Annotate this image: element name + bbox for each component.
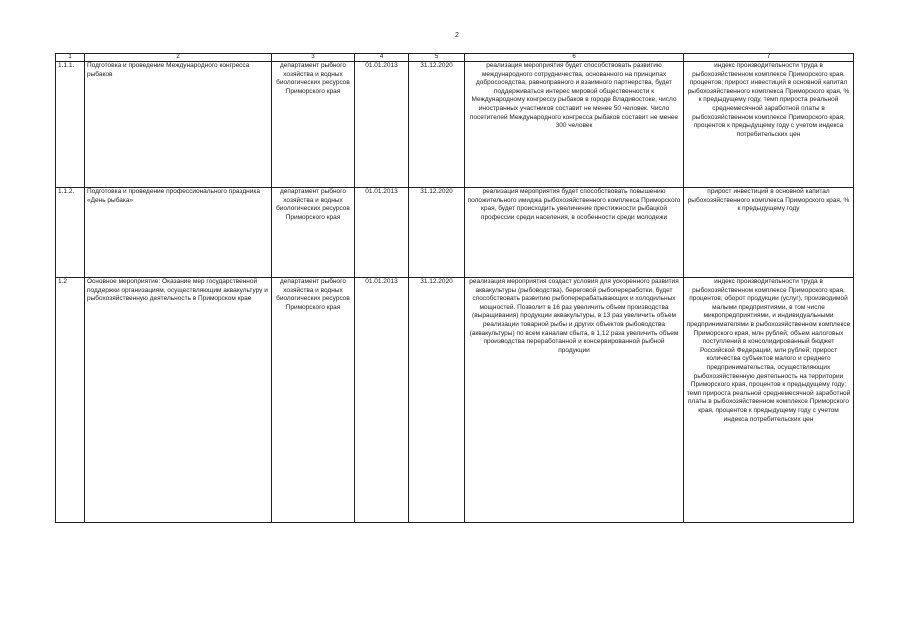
activity-name: Подготовка и проведение профессионального праздника «День рыбака» xyxy=(85,188,272,278)
expected-result: реализация мероприятия создаст условия для ускоренного развития аквакультуры (рыбоводства), береговой рыбопереработки, будет способствовать развитию рыбоперерабатывающих и холодильных мощностей. Позволит в 16 раз увеличить объем производства (выращивания) продукции аквакультуры, в 13 раз увеличить объем реализации товарной рыбы и других объектов рыбоводства (аквакультуры) по всем каналам сбыта, в 1,12 раза увеличить объем производства переработанной и консервированной рыбной продукции xyxy=(465,278,684,523)
page-number: 2 xyxy=(455,32,459,39)
row-number: 1.1.2. xyxy=(56,188,85,278)
responsible-department: департамент рыбного хозяйства и водных биологических ресурсов Приморского края xyxy=(272,62,355,188)
responsible-department: департамент рыбного хозяйства и водных биологических ресурсов Приморского края xyxy=(272,278,355,523)
column-header: 7 xyxy=(684,54,854,62)
activity-name: Подготовка и проведение Международного конгресса рыбаков xyxy=(85,62,272,188)
start-date: 01.01.2013 xyxy=(355,188,409,278)
table-row xyxy=(56,62,854,188)
indicators: индекс производительности труда в рыбохозяйственном комплексе Приморского края, процентов; прирост инвестиций в основной капитал рыбохозяйственного комплекса Приморского края, % к предыдущему году, темп прироста реальной среднемесячной заработной платы в рыбохозяйственном комплексе Приморского края, процентов к предыдущему году с учетом индекса потребительских цен xyxy=(684,62,854,188)
start-date: 01.01.2013 xyxy=(355,278,409,523)
header-row xyxy=(56,54,854,62)
expected-result: реализация мероприятия будет способствовать повышению положительного имиджа рыбохозяйственного комплекса Приморского края, будет происходить увеличение престижности рыбацкой профессии среди населения, в особенности среди молодежи xyxy=(465,188,684,278)
end-date: 31.12.2020 xyxy=(409,278,465,523)
column-header: 1 xyxy=(56,54,85,62)
column-header: 4 xyxy=(355,54,409,62)
responsible-department: департамент рыбного хозяйства и водных биологических ресурсов Приморского края xyxy=(272,188,355,278)
start-date: 01.01.2013 xyxy=(355,62,409,188)
activity-name: Основное мероприятие: Оказание мер государственной поддержки организациям, осуществляющим аквакультуру и рыбохозяйственную деятельность в Приморском крае xyxy=(85,278,272,523)
expected-result: реализация мероприятия будет способствовать развитию международного сотрудничества, основанного на принципах добрососедства, равноправного и взаимного партнерства, будет поддерживаться интерес мировой общественности к Международному конгрессу рыбаков в городе Владивостоке, число иностранных участников составит не менее 50 человек. Число посетителей Международного конгресса рыбаков составит не менее 300 человек xyxy=(465,62,684,188)
indicators: индекс производительности труда в рыбохозяйственном комплексе Приморского края, процентов; оборот продукции (услуг), производимой малыми предприятиями, в том числе микропредприятиями, и индивидуальными предпринимателями в рыбохозяйственном комплексе Приморского края, млн рублей; объем налоговых поступлений в консолидированный бюджет Российской Федерации, млн рублей; прирост количества субъектов малого и среднего предпринимательства, осуществляющих рыбохозяйственную деятельность на территории Приморского края, процентов к предыдущему году; темп прироста реальной среднемесячной заработной платы в рыбохозяйственном комплексе Приморского края, процентов к предыдущему году с учетом индекса потребительских цен xyxy=(684,278,854,523)
column-header: 6 xyxy=(465,54,684,62)
table-row xyxy=(56,188,854,278)
end-date: 31.12.2020 xyxy=(409,62,465,188)
column-header: 3 xyxy=(272,54,355,62)
row-number: 1.1.1. xyxy=(56,62,85,188)
column-header: 2 xyxy=(85,54,272,62)
row-number: 1.2 xyxy=(56,278,85,523)
indicators: прирост инвестиций в основной капитал рыбохозяйственного комплекса Приморского края, % к предыдущему году xyxy=(684,188,854,278)
program-table xyxy=(55,53,854,523)
column-header: 5 xyxy=(409,54,465,62)
end-date: 31.12.2020 xyxy=(409,188,465,278)
table-row xyxy=(56,278,854,523)
